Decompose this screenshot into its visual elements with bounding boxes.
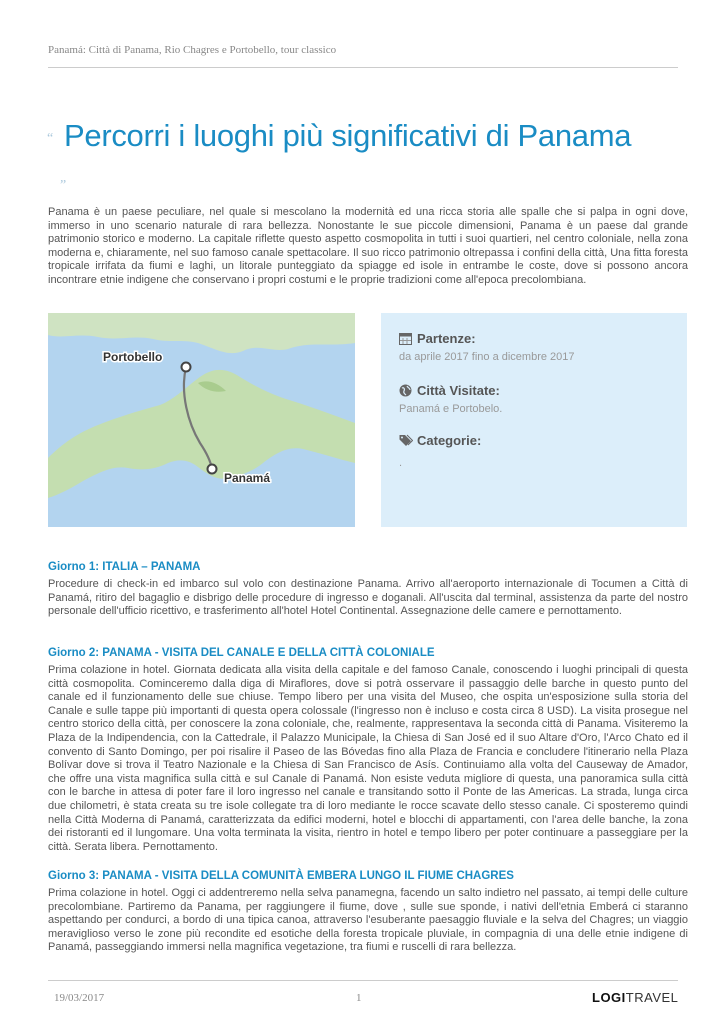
- page-title: Percorri i luoghi più significativi di Panama: [64, 118, 632, 153]
- map-graphic: [48, 313, 355, 527]
- map-label-panama: Panamá: [224, 471, 271, 485]
- departures-heading: [399, 331, 476, 348]
- logo-bold-part: LOGI: [592, 990, 626, 1005]
- trip-info-box: [381, 313, 687, 527]
- cities-label: Città Visitate:: [417, 383, 500, 398]
- map-label-portobello: Portobello: [103, 350, 163, 364]
- calendar-icon: [399, 332, 413, 348]
- day-1-title: Giorno 1: ITALIA – PANAMA: [48, 561, 201, 573]
- page-header-text: Panamá: Città di Panama, Rio Chagres e Portobello, tour classico: [48, 44, 337, 56]
- page-number: 1: [356, 992, 362, 1004]
- header-divider: [48, 67, 678, 68]
- panama-marker: [208, 465, 217, 474]
- cities-value: Panamá e Portobelo.: [399, 403, 503, 415]
- tags-icon: [399, 434, 413, 450]
- globe-icon: [399, 384, 413, 400]
- cities-heading: [399, 383, 500, 400]
- categories-label: Categorie:: [417, 433, 482, 448]
- day-1-text: Procedure di check-in ed imbarco sul volo con destinazione Panama. Arrivo all'aeroporto internazionale di Tocumen a Città di Panamá, ritiro del bagaglio e disbrigo delle procedure di ingresso e doganali. All'uscita dal terminal, assistenza da parte del nostro personale dell'ufficio ricettivo, e trasferimento all'hotel Hotel Continental. Assegnazione delle camere e pernottamento.: [48, 578, 688, 618]
- departures-value: da aprile 2017 fino a dicembre 2017: [399, 351, 575, 363]
- day-2-title: Giorno 2: PANAMA - VISITA DEL CANALE E DELLA CITTÀ COLONIALE: [48, 647, 435, 659]
- portobello-marker: [182, 363, 191, 372]
- categories-value: .: [399, 457, 403, 469]
- route-map: [48, 313, 355, 527]
- quote-close-mark: ”: [60, 178, 67, 193]
- footer-date: 19/03/2017: [54, 992, 105, 1004]
- logo-rest-part: TRAVEL: [625, 990, 679, 1005]
- logitravel-logo: [592, 990, 678, 1005]
- day-3-title: Giorno 3: PANAMA - VISITA DELLA COMUNITÀ EMBERA LUNGO IL FIUME CHAGRES: [48, 870, 514, 882]
- departures-label: Partenze:: [417, 331, 476, 346]
- categories-heading: [399, 433, 481, 450]
- footer-divider: [48, 980, 678, 981]
- quote-open-mark: “: [47, 131, 54, 146]
- day-2-text: Prima colazione in hotel. Giornata dedicata alla visita della capitale e del famoso Canale, conoscendo i luoghi principali di questa città cosmopolita. Cominceremo dalla diga di Miraflores, dove si potrà osservare il passaggio delle barche in questo punto del canale ed il funzionamento delle sue chiuse. Tempo libero per una visita del Museo, che ospita un'esposizione sulla storia del Canale e sulle tappe più importanti di questa opera colossale (l'ingresso non è incluso e costa circa 8 USD). La visita prosegue nel centro storico della città, per conoscere la zona coloniale, che, realmente, rappresentava la seconda città di Panama. Visiteremo la Plaza de la Indipendencia, con la Cattedrale, il Palazzo Municipale, la Chiesa di San José ed il suo Altare d'Oro, l'Arco Chato ed il convento di Santo Domingo, per poi risalire il Paseo de las Bóvedas fino alla Plaza de Francia e concludere l'itinerario nella Plaza Bolívar dove si trova il Teatro Nazionale e la Chiesa di San Francisco de Asís. Continuiamo alla volta del Causeway de Amador, che offre una vista magnifica sulla città e sul Canale di Panamá. Non esiste veduta migliore di questa, una panoramica sulla città con le barche in attesa di poter fare il loro ingresso nel canale e transitando sotto il Ponte de las Americas. La strada, lunga circa due chilometri, è stata creata su tre isole collegate tra di loro mediante le rocce scavate dello stesso canale. Ci sposteremo quindi nella Città Moderna di Panamá, caratterizzata da edifici moderni, hotel e blocchi di appartamenti, con l'area delle banche, la zona dei ristoranti ed il lungomare. Una volta terminata la visita, rientro in hotel e tempo libero per poter continuare a passeggiare per la città. Serata libera. Pernottamento.: [48, 664, 688, 853]
- intro-paragraph: Panama è un paese peculiare, nel quale si mescolano la modernità ed una ricca storia alle spalle che si palpa in ogni dove, immerso in uno scenario naturale di rara bellezza. Nonostante le sue piccole dimensioni, Panama è un paese dal grande patrimonio storico e moderno. La capitale riflette questo aspetto cosmopolita in tutti i suoi quartieri, nel centro coloniale, nella zona moderna e, chiaramente, nel suo famoso canale spettacolare. Il suo ricco patrimonio oltrepassa i confini della città, Una fitta foresta tropicale irrifata da fiumi e laghi, un litorale punteggiato da spiagge ed isole in entrambe le coste, dove si possono ancora incontrare etnie indigene che conservano i propri costumi e le proprie tradizioni come all'epoca precolombiana.: [48, 206, 688, 286]
- day-3-text: Prima colazione in hotel. Oggi ci addentreremo nella selva panamegna, facendo un salto indietro nel passato, ai tempi delle culture precolombiane. Partiremo da Panama, per raggiungere il fiume, dove , sulle sue sponde, i nativi dell'etnia Emberá ci staranno aspettando per condurci, a bordo di una tipica canoa, attraverso l'esuberante paesaggio fluviale e la selva del Chagres; un viaggio meraviglioso verso le zone più recondite ed esotiche della foresta tropicale pluviale, in compagnia di una delle etnie indigene di Panamá, passeggiando immersi nella magnifica vegetazione, tra fiumi e ruscelli di rara bellezza.: [48, 887, 688, 954]
